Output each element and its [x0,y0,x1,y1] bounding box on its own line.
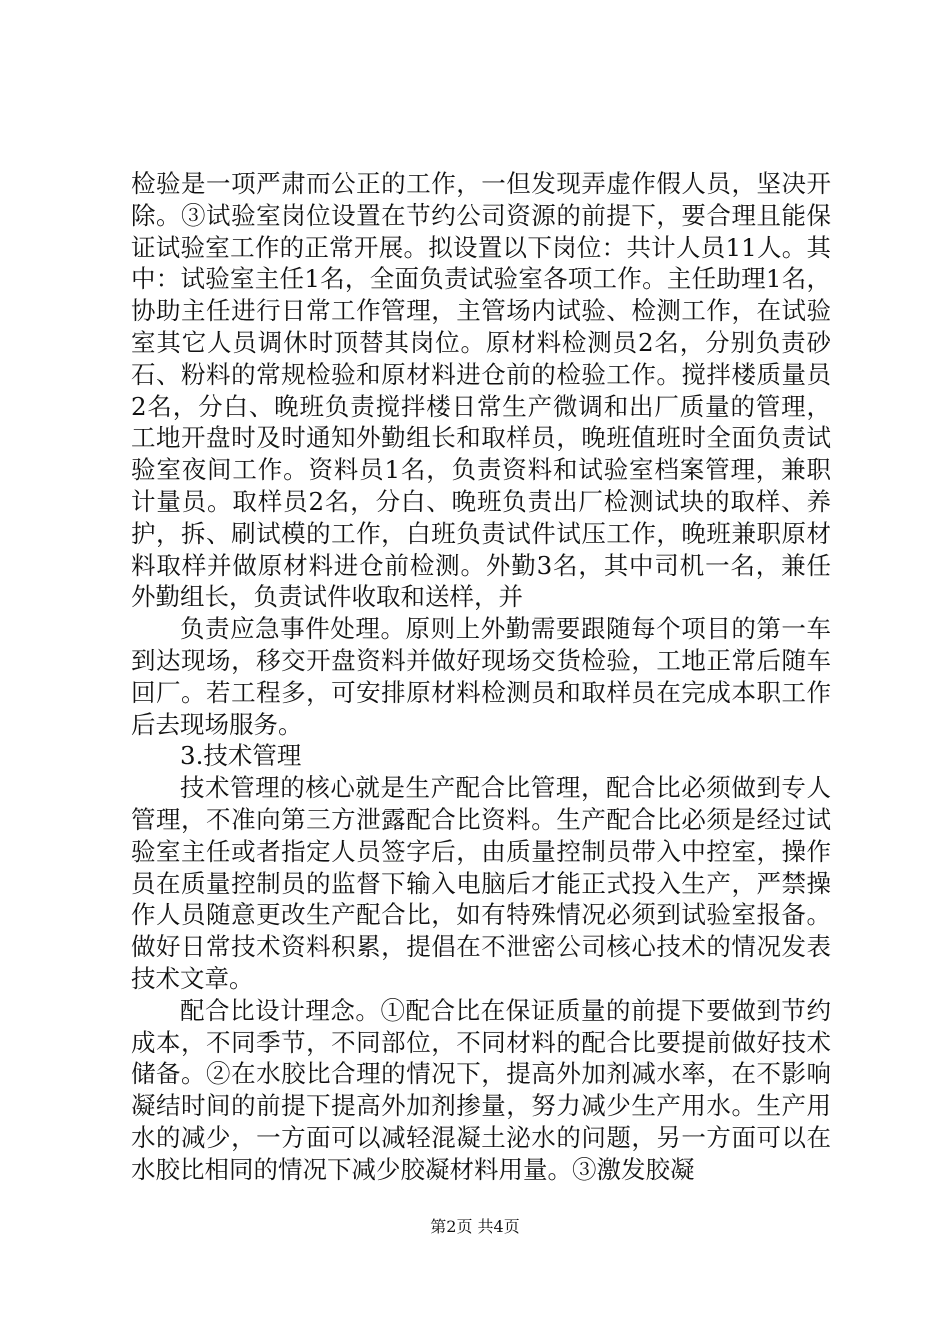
section-heading: 3.技术管理 [180,741,302,771]
paragraph-3: 技术管理的核心就是生产配合比管理，配合比必须做到专人管理，不准向第三方泄露配合比资料。生产配合比必须是经过试验室主任或者指定人员签字后，由质量控制员带入中控室，操作员在质量控制员的监督下输入电脑后才能正式投入生产，严禁操作人员随意更改生产配合比，如有特殊情况必须到试验室报备。做好日常技术资料积累，提倡在不泄密公司核心技术的情况发表技术文章。 [131,773,831,993]
page-footer [0,1217,950,1237]
document-body [131,168,831,1186]
paragraph-2: 负责应急事件处理。原则上外勤需要跟随每个项目的第一车到达现场，移交开盘资料并做好现场交货检验，工地正常后随车回厂。若工程多，可安排原材料检测员和取样员在完成本职工作后去现场服务。 [131,614,831,739]
paragraph-1: 检验是一项严肃而公正的工作，一但发现弄虚作假人员，坚决开除。③试验室岗位设置在节约公司资源的前提下，要合理且能保证试验室工作的正常开展。拟设置以下岗位：共计人员11人。其中：试验室主任1名，全面负责试验室各项工作。主任助理1名，协助主任进行日常工作管理，主管场内试验、检测工作，在试验室其它人员调休时顶替其岗位。原材料检测员2名，分别负责砂石、粉料的常规检验和原材料进仓前的检验工作。搅拌楼质量员2名，分白、晚班负责搅拌楼日常生产微调和出厂质量的管理，工地开盘时及时通知外勤组长和取样员，晚班值班时全面负责试验室夜间工作。资料员1名，负责资料和试验室档案管理，兼职计量员。取样员2名，分白、晚班负责出厂检测试块的取样、养护，拆、刷试模的工作，白班负责试件试压工作，晚班兼职原材料取样并做原材料进仓前检测。外勤3名，其中司机一名，兼任外勤组长，负责试件收取和送样，并 [131,169,831,612]
page-number-label: 第2页 共4页 [430,1217,520,1236]
paragraph-4: 配合比设计理念。①配合比在保证质量的前提下要做到节约成本，不同季节，不同部位，不同材料的配合比要提前做好技术储备。②在水胶比合理的情况下，提高外加剂减水率，在不影响凝结时间的前提下提高外加剂掺量，努力减少生产用水。生产用水的减少，一方面可以减轻混凝土泌水的问题，另一方面可以在水胶比相同的情况下减少胶凝材料用量。③激发胶凝 [131,995,831,1184]
